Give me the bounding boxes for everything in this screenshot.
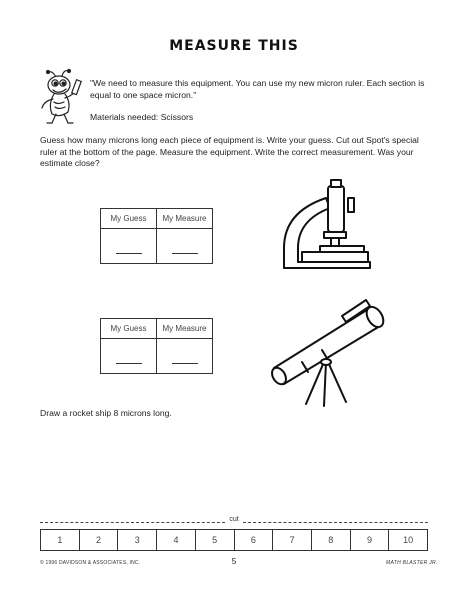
character-quote: "We need to measure this equipment. You can use my new micron ruler. Each section is equal to one space micron." [90,78,425,100]
ruler-segment: 3 [117,530,156,550]
page-title: MEASURE THIS [169,38,299,54]
guess-answer-blank[interactable] [101,339,157,374]
draw-rocket-prompt: Draw a rocket ship 8 microns long. [40,408,172,418]
measure-header: My Measure [157,319,213,339]
page-number: 5 [231,557,237,566]
bug-character-icon [38,68,86,126]
instructions-text: Guess how many microns long each piece of equipment is. Write your guess. Cut out Spot's special ruler at the bottom of the page. Measure the equipment. Write the correct measurement. Was your estimate close? [40,135,419,168]
microscope-icon [280,178,376,274]
brand-text: MATH BLASTER JR. [386,560,438,566]
guess-header: My Guess [101,209,157,229]
measure-answer-blank[interactable] [157,229,213,264]
telescope-icon [262,290,392,410]
ruler-segment: 10 [388,530,427,550]
copyright-text: © 1996 DAVIDSON & ASSOCIATES, INC. [40,560,141,566]
guess-header: My Guess [101,319,157,339]
measure-answer-blank[interactable] [157,339,213,374]
materials-needed: Materials needed: Scissors [90,112,194,122]
ruler-segment: 9 [350,530,389,550]
ruler-segment: 1 [57,535,63,545]
cut-line [40,517,428,527]
measure-table-telescope [100,318,213,374]
micron-ruler[interactable] [40,529,428,551]
ruler-segment: 5 [195,530,234,550]
measure-table-microscope [100,208,213,264]
ruler-segment: 4 [156,530,195,550]
guess-answer-blank[interactable] [101,229,157,264]
cut-label: cut [229,515,239,523]
ruler-segment: 8 [311,530,350,550]
ruler-segment: 6 [234,530,273,550]
ruler-segment: 2 [79,530,118,550]
measure-header: My Measure [157,209,213,229]
ruler-segment: 7 [272,530,311,550]
